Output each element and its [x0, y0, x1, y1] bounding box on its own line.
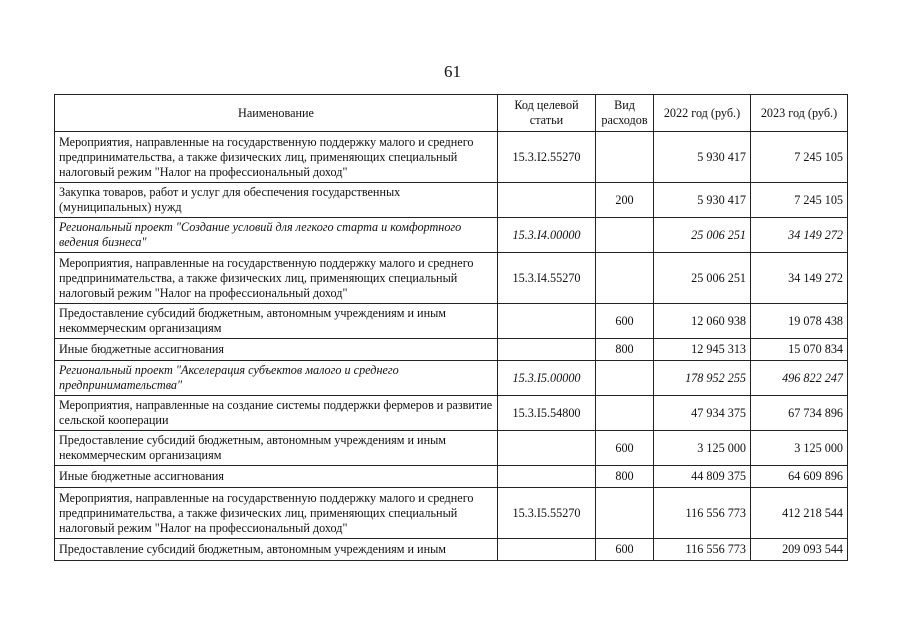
table-header-row	[55, 95, 848, 132]
row-code	[498, 304, 596, 339]
row-2022: 116 556 773	[654, 539, 751, 561]
row-2023: 7 245 105	[751, 132, 848, 183]
table-row	[55, 488, 848, 539]
row-type: 200	[596, 183, 654, 218]
row-2023: 34 149 272	[751, 218, 848, 253]
row-code: 15.3.I4.55270	[498, 253, 596, 304]
row-name: Предоставление субсидий бюджетным, автономным учреждениям и иным некоммерческим организациям	[55, 431, 498, 466]
table-row	[55, 466, 848, 488]
page-number: 61	[444, 62, 461, 81]
row-name: Закупка товаров, работ и услуг для обеспечения государственных (муниципальных) нужд	[55, 183, 498, 218]
header-2022: 2022 год (руб.)	[654, 95, 751, 132]
table-row	[55, 253, 848, 304]
row-2022: 178 952 255	[654, 361, 751, 396]
row-2022: 5 930 417	[654, 132, 751, 183]
row-name: Предоставление субсидий бюджетным, автономным учреждениям и иным некоммерческим организациям	[55, 304, 498, 339]
row-2022: 116 556 773	[654, 488, 751, 539]
row-code	[498, 339, 596, 361]
table-row	[55, 431, 848, 466]
row-name: Иные бюджетные ассигнования	[55, 339, 498, 361]
row-type: 800	[596, 466, 654, 488]
row-type	[596, 132, 654, 183]
row-type: 800	[596, 339, 654, 361]
row-name: Мероприятия, направленные на государственную поддержку малого и среднего предпринимательства, а также физических лиц, применяющих специальный налоговый режим "Налог на профессиональный доход"	[55, 253, 498, 304]
table-row	[55, 183, 848, 218]
row-code: 15.3.I5.00000	[498, 361, 596, 396]
table-row	[55, 396, 848, 431]
row-code: 15.3.I5.55270	[498, 488, 596, 539]
row-name: Региональный проект "Создание условий для легкого старта и комфортного ведения бизнеса"	[55, 218, 498, 253]
row-2023: 19 078 438	[751, 304, 848, 339]
row-name: Предоставление субсидий бюджетным, автономным учреждениям и иным	[55, 539, 498, 561]
row-code	[498, 183, 596, 218]
row-code: 15.3.I4.00000	[498, 218, 596, 253]
row-2023: 34 149 272	[751, 253, 848, 304]
header-code: Код целевой статьи	[498, 95, 596, 132]
row-type: 600	[596, 304, 654, 339]
header-name: Наименование	[55, 95, 498, 132]
row-name: Иные бюджетные ассигнования	[55, 466, 498, 488]
row-type	[596, 361, 654, 396]
row-name: Мероприятия, направленные на создание системы поддержки фермеров и развитие сельской кооперации	[55, 396, 498, 431]
row-code	[498, 466, 596, 488]
table-row	[55, 339, 848, 361]
header-type: Вид расходов	[596, 95, 654, 132]
row-2023: 496 822 247	[751, 361, 848, 396]
row-2022: 25 006 251	[654, 218, 751, 253]
row-type	[596, 218, 654, 253]
table-row	[55, 218, 848, 253]
row-2023: 412 218 544	[751, 488, 848, 539]
row-2022: 47 934 375	[654, 396, 751, 431]
row-2023: 209 093 544	[751, 539, 848, 561]
row-2023: 3 125 000	[751, 431, 848, 466]
row-2022: 3 125 000	[654, 431, 751, 466]
row-type: 600	[596, 431, 654, 466]
row-code: 15.3.I5.54800	[498, 396, 596, 431]
table-row	[55, 539, 848, 561]
table-row	[55, 304, 848, 339]
table-row	[55, 361, 848, 396]
row-2022: 12 060 938	[654, 304, 751, 339]
row-name: Мероприятия, направленные на государственную поддержку малого и среднего предпринимательства, а также физических лиц, применяющих специальный налоговый режим "Налог на профессиональный доход"	[55, 132, 498, 183]
row-2022: 25 006 251	[654, 253, 751, 304]
row-2022: 5 930 417	[654, 183, 751, 218]
row-type	[596, 396, 654, 431]
table-row	[55, 132, 848, 183]
row-2022: 44 809 375	[654, 466, 751, 488]
budget-table	[54, 94, 848, 561]
row-type	[596, 488, 654, 539]
row-2023: 15 070 834	[751, 339, 848, 361]
row-name: Региональный проект "Акселерация субъектов малого и среднего предпринимательства"	[55, 361, 498, 396]
row-2022: 12 945 313	[654, 339, 751, 361]
row-type: 600	[596, 539, 654, 561]
row-type	[596, 253, 654, 304]
row-code: 15.3.I2.55270	[498, 132, 596, 183]
row-2023: 7 245 105	[751, 183, 848, 218]
row-2023: 67 734 896	[751, 396, 848, 431]
row-code	[498, 431, 596, 466]
row-code	[498, 539, 596, 561]
header-2023: 2023 год (руб.)	[751, 95, 848, 132]
row-name: Мероприятия, направленные на государственную поддержку малого и среднего предпринимательства, а также физических лиц, применяющих специальный налоговый режим "Налог на профессиональный доход"	[55, 488, 498, 539]
row-2023: 64 609 896	[751, 466, 848, 488]
